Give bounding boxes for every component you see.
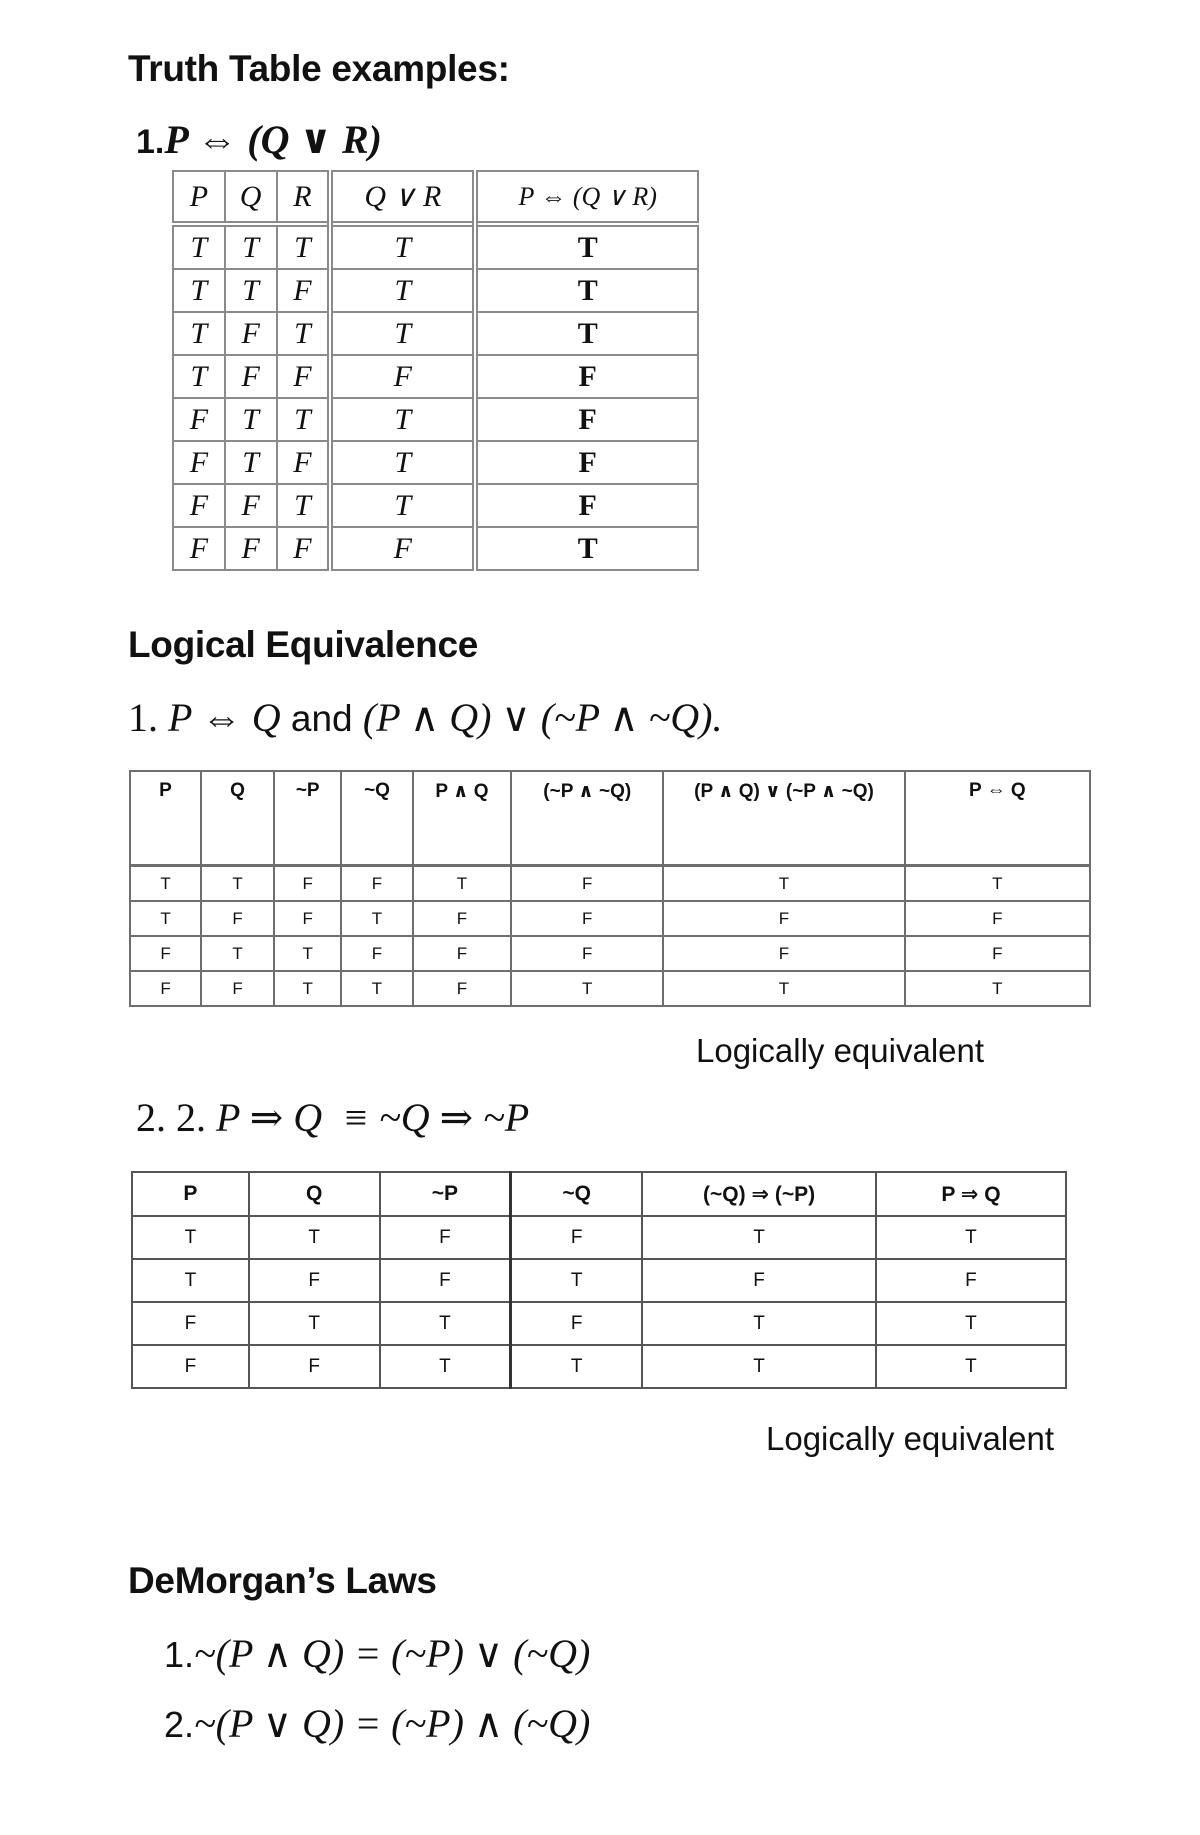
table-cell: T	[663, 971, 904, 1006]
table-cell: T	[341, 971, 412, 1006]
table-cell: F	[341, 866, 412, 902]
table-header-row	[173, 171, 698, 224]
demorgan-law-2	[164, 1700, 590, 1747]
table-cell: T	[130, 866, 201, 902]
table-cell: F	[225, 355, 277, 398]
column-header: (P ∧ Q) ∨ (~P ∧ ~Q)	[663, 771, 904, 866]
table-cell: F	[225, 484, 277, 527]
table-cell: F	[475, 441, 698, 484]
table-cell: T	[249, 1216, 380, 1259]
table-cell: T	[132, 1216, 249, 1259]
table-cell: F	[475, 484, 698, 527]
table-row	[173, 441, 698, 484]
demorgan-law-1-formula: ~(P ∧ Q) = (~P) ∨ (~Q)	[194, 1631, 591, 1676]
table-cell: T	[277, 312, 331, 355]
table-cell: F	[277, 527, 331, 570]
table-row	[173, 484, 698, 527]
table-cell: F	[132, 1345, 249, 1388]
heading-logical-equivalence: Logical Equivalence	[128, 624, 479, 665]
table-row	[173, 312, 698, 355]
table-cell: T	[663, 866, 904, 902]
table-cell: F	[511, 901, 663, 936]
column-header: Q	[201, 771, 274, 866]
table-row	[130, 971, 1090, 1006]
table-row	[130, 901, 1090, 936]
table-row	[130, 936, 1090, 971]
table-cell: T	[642, 1216, 876, 1259]
table-cell: F	[330, 527, 475, 570]
table-cell: F	[642, 1259, 876, 1302]
table-cell: F	[173, 484, 225, 527]
table-cell: T	[380, 1302, 511, 1345]
demorgan-law-2-formula: ~(P ∨ Q) = (~P) ∧ (~Q)	[194, 1701, 591, 1746]
table-cell: T	[905, 971, 1090, 1006]
table-cell: T	[330, 224, 475, 269]
table-cell: T	[876, 1216, 1066, 1259]
table-cell: T	[330, 398, 475, 441]
table-cell: T	[876, 1345, 1066, 1388]
table-cell: F	[277, 441, 331, 484]
table-cell: F	[511, 1216, 642, 1259]
table-cell: T	[225, 398, 277, 441]
table-cell: T	[173, 269, 225, 312]
table-cell: T	[475, 312, 698, 355]
truth-table-equivalence2	[131, 1171, 1067, 1389]
table-cell: F	[173, 527, 225, 570]
table-cell: F	[380, 1216, 511, 1259]
table-cell: T	[173, 312, 225, 355]
table-cell: F	[201, 901, 274, 936]
table-cell: T	[511, 1345, 642, 1388]
table-row	[130, 866, 1090, 902]
equivalence1-connector: and	[280, 698, 363, 739]
table-cell: T	[130, 901, 201, 936]
table-cell: F	[173, 441, 225, 484]
table-cell: T	[905, 866, 1090, 902]
truth-table-equivalence1	[129, 770, 1091, 1007]
table-cell: F	[475, 355, 698, 398]
table-cell: F	[905, 936, 1090, 971]
table-cell: T	[201, 936, 274, 971]
table-cell: T	[330, 441, 475, 484]
column-header: Q	[249, 1172, 380, 1216]
column-header: P ∧ Q	[413, 771, 512, 866]
table-cell: F	[876, 1259, 1066, 1302]
equivalence2-formula	[136, 1094, 529, 1141]
table-cell: F	[330, 355, 475, 398]
table-cell: T	[225, 224, 277, 269]
table-row	[132, 1302, 1066, 1345]
column-header: Q ∨ R	[330, 171, 475, 224]
heading-truth-table-examples: Truth Table examples:	[128, 48, 510, 89]
table-row	[173, 398, 698, 441]
table-cell: F	[905, 901, 1090, 936]
table-cell: T	[475, 224, 698, 269]
table-row	[173, 527, 698, 570]
demorgan-law-2-label: 2.	[164, 1704, 195, 1745]
table-cell: T	[277, 224, 331, 269]
table-cell: F	[277, 355, 331, 398]
table-cell: T	[249, 1302, 380, 1345]
column-header: P ⇔ Q	[905, 771, 1090, 866]
table-cell: T	[413, 866, 512, 902]
example1-label: 1.	[136, 123, 165, 161]
example1-expression: P ⇔ (Q ∨ R)	[164, 117, 382, 162]
table-cell: F	[511, 866, 663, 902]
table-cell: F	[413, 971, 512, 1006]
column-header: ~Q	[341, 771, 412, 866]
table-cell: T	[475, 527, 698, 570]
table-cell: T	[225, 269, 277, 312]
table-row	[173, 355, 698, 398]
column-header: ~P	[380, 1172, 511, 1216]
table-cell: F	[225, 312, 277, 355]
table-cell: T	[642, 1345, 876, 1388]
table-cell: T	[876, 1302, 1066, 1345]
column-header: P	[173, 171, 225, 224]
demorgan-law-1	[164, 1630, 590, 1677]
table-cell: F	[132, 1302, 249, 1345]
equivalence1-right: (P ∧ Q) ∨ (~P ∧ ~Q).	[362, 695, 723, 740]
table-cell: T	[511, 971, 663, 1006]
table-cell: F	[201, 971, 274, 1006]
example1-formula	[136, 116, 382, 163]
table-row	[132, 1216, 1066, 1259]
table-cell: F	[475, 398, 698, 441]
table-cell: F	[130, 971, 201, 1006]
equivalence2-note: Logically equivalent	[766, 1420, 1055, 1457]
table-cell: F	[225, 527, 277, 570]
table-cell: F	[413, 901, 512, 936]
table-cell: T	[132, 1259, 249, 1302]
column-header: (~P ∧ ~Q)	[511, 771, 663, 866]
table-cell: F	[511, 936, 663, 971]
column-header: P ⇔ (Q ∨ R)	[475, 171, 698, 224]
table-cell: T	[475, 269, 698, 312]
column-header: R	[277, 171, 331, 224]
column-header: P	[132, 1172, 249, 1216]
table-row	[132, 1345, 1066, 1388]
table-cell: T	[380, 1345, 511, 1388]
table-cell: T	[341, 901, 412, 936]
table-row	[173, 224, 698, 269]
table-cell: F	[413, 936, 512, 971]
table-cell: F	[277, 269, 331, 312]
table-cell: T	[201, 866, 274, 902]
equivalence1-note: Logically equivalent	[696, 1032, 985, 1069]
demorgan-law-1-label: 1.	[164, 1634, 195, 1675]
table-cell: F	[274, 866, 341, 902]
table-cell: T	[511, 1259, 642, 1302]
heading-demorgans-laws: DeMorgan’s Laws	[128, 1560, 437, 1601]
truth-table-example1	[172, 170, 699, 571]
table-cell: T	[330, 269, 475, 312]
table-cell: T	[642, 1302, 876, 1345]
table-cell: T	[330, 312, 475, 355]
table-cell: T	[274, 971, 341, 1006]
table-cell: T	[274, 936, 341, 971]
table-cell: F	[249, 1259, 380, 1302]
table-cell: T	[277, 398, 331, 441]
equivalence1-left: P ⇔ Q	[168, 695, 281, 740]
table-cell: T	[173, 355, 225, 398]
equivalence1-label: 1.	[128, 695, 168, 740]
column-header: P ⇒ Q	[876, 1172, 1066, 1216]
table-cell: F	[341, 936, 412, 971]
equivalence2-expression: P ⇒ Q ≡ ~Q ⇒ ~P	[216, 1095, 530, 1140]
table-cell: F	[663, 901, 904, 936]
table-header-row	[132, 1172, 1066, 1216]
table-cell: F	[249, 1345, 380, 1388]
table-cell: F	[173, 398, 225, 441]
table-header-row	[130, 771, 1090, 866]
column-header: P	[130, 771, 201, 866]
table-cell: T	[173, 224, 225, 269]
table-cell: T	[330, 484, 475, 527]
table-cell: F	[511, 1302, 642, 1345]
table-cell: T	[225, 441, 277, 484]
table-cell: F	[380, 1259, 511, 1302]
table-cell: F	[274, 901, 341, 936]
equivalence1-formula	[128, 694, 723, 741]
table-cell: F	[663, 936, 904, 971]
table-cell: T	[277, 484, 331, 527]
column-header: (~Q) ⇒ (~P)	[642, 1172, 876, 1216]
column-header: ~Q	[511, 1172, 642, 1216]
table-row	[132, 1259, 1066, 1302]
table-row	[173, 269, 698, 312]
equivalence2-label: 2. 2.	[136, 1095, 216, 1140]
table-cell: F	[130, 936, 201, 971]
column-header: Q	[225, 171, 277, 224]
column-header: ~P	[274, 771, 341, 866]
